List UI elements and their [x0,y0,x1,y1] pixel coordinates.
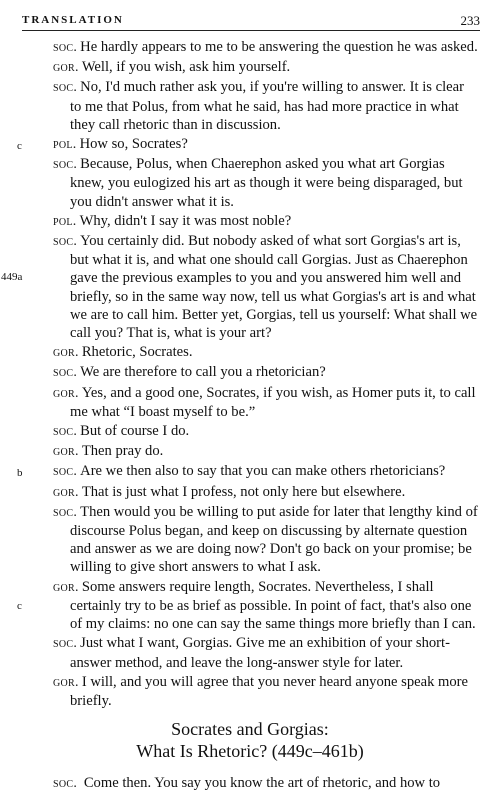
speech-text: But of course I do. [80,423,190,440]
speech-text: Just what I want, Gorgias. Give me an exhibition of your short-answer method, and leave the long-answer style for later. [70,635,450,671]
speech-text: Rhetoric, Socrates. [81,344,193,361]
speaker-label: soc. [53,365,78,381]
speaker-label: soc. [53,776,78,792]
dialogue-paragraph [53,363,478,382]
speaker-label: gor. [53,385,79,401]
speech-text: How so, Socrates? [79,136,188,153]
speaker-label: pol. [53,137,77,153]
speaker-label: soc. [53,234,78,250]
stephanus-marker: b [17,467,23,480]
speaker-label: soc. [53,636,78,652]
speaker-label: soc. [53,464,78,480]
speaker-label: soc. [53,80,78,96]
speech-text: Well, if you wish, ask him yourself. [81,59,291,76]
speaker-label: gor. [53,444,79,460]
speaker-label: soc. [53,504,78,520]
page-header [22,14,480,31]
dialogue-paragraph [53,634,478,671]
speaker-label: gor. [53,579,79,595]
speech-text: Are we then also to say that you can make others rhetoricians? [80,463,446,480]
dialogue-paragraph [53,442,478,461]
speaker-label: soc. [53,424,78,440]
dialogue-paragraph [53,343,478,362]
speech-text: Some answers require length, Socrates. Nevertheless, I shall certainly try to be as brief as possible. In point of fact, that's also one of my claims: no one can say the same things more briefly than I can. [70,578,476,633]
running-head: TRANSLATION [22,14,124,26]
speech-text: Because, Polus, when Chaerephon asked you what art Gorgias knew, you eulogized his art as though it were being disparaged, but you didn't answer what it is. [70,156,463,210]
speech-text: I will, and you will agree that you never heard anyone speak more briefly. [70,673,469,709]
speech-text: Why, didn't I say it was most noble? [79,212,292,229]
section-heading-line1: Socrates and Gorgias: [171,719,329,740]
speech-text: That is just what I profess, not only here but elsewhere. [81,483,406,500]
speech-text: No, I'd much rather ask you, if you're willing to answer. It is clear to me that Polus, from what he said, has had more practice in what they call rhetoric than in discussion. [70,79,464,133]
speech-text: He hardly appears to me to be answering the question he was asked. [80,39,478,55]
stephanus-marker: 449a [1,271,23,284]
speech-text: Then pray do. [81,443,164,460]
dialogue-paragraph [17,135,478,154]
page-number: 233 [460,13,480,28]
dialogue-paragraph [53,155,478,211]
dialogue-paragraph [17,578,478,634]
speech-text: We are therefore to call you a rhetorician? [80,364,326,381]
closing-paragraph [53,774,478,793]
speech-text: You certainly did. But nobody asked of what sort Gorgias's art is, but what it is, and what one should call Gorgias. Just as Chaerephon gave the previous examples to you and you answered him well and briefly, so in the same way now, tell us what Gorgias's art is and what we are to call him. Better yet, Gorgias, tell us yourself: What shall we call you? That is, what is your art? [70,233,478,342]
dialogue-paragraph [17,462,478,481]
speaker-label: soc. [53,157,78,173]
speaker-label: gor. [53,60,79,76]
speaker-label: gor. [53,345,79,361]
speech-text: Come then. You say you know the art of rhetoric, and how to [83,775,441,792]
section-heading [0,718,500,762]
section-heading-line2: What Is Rhetoric? (449c–461b) [136,741,364,762]
dialogue-paragraph [53,483,478,502]
speaker-label: gor. [53,674,79,690]
speaker-label: pol. [53,213,77,229]
speech-text: Yes, and a good one, Socrates, if you wish, as Homer puts it, to call me what “I boast myself to be.” [70,384,476,420]
dialogue-paragraph [53,38,478,57]
dialogue-paragraph [53,503,478,577]
dialogue-lines [0,38,500,710]
speaker-label: gor. [53,484,79,500]
dialogue-paragraph [53,673,478,710]
speech-text: Then would you be willing to put aside for later that lengthy kind of discourse Polus began, and keep on discussing by alternate question and answer as we are doing now? Don't go back on your promise; be willing to give short answers to what I ask. [70,503,478,576]
speaker-label: soc. [53,40,78,55]
dialogue-paragraph [53,212,478,231]
stephanus-marker: c [17,140,22,153]
dialogue-paragraph [1,232,478,342]
dialogue-paragraph [53,78,478,134]
stephanus-marker: c [17,599,22,612]
dialogue-body [0,38,500,794]
dialogue-paragraph [53,58,478,77]
dialogue-paragraph [53,384,478,421]
dialogue-paragraph [53,422,478,441]
